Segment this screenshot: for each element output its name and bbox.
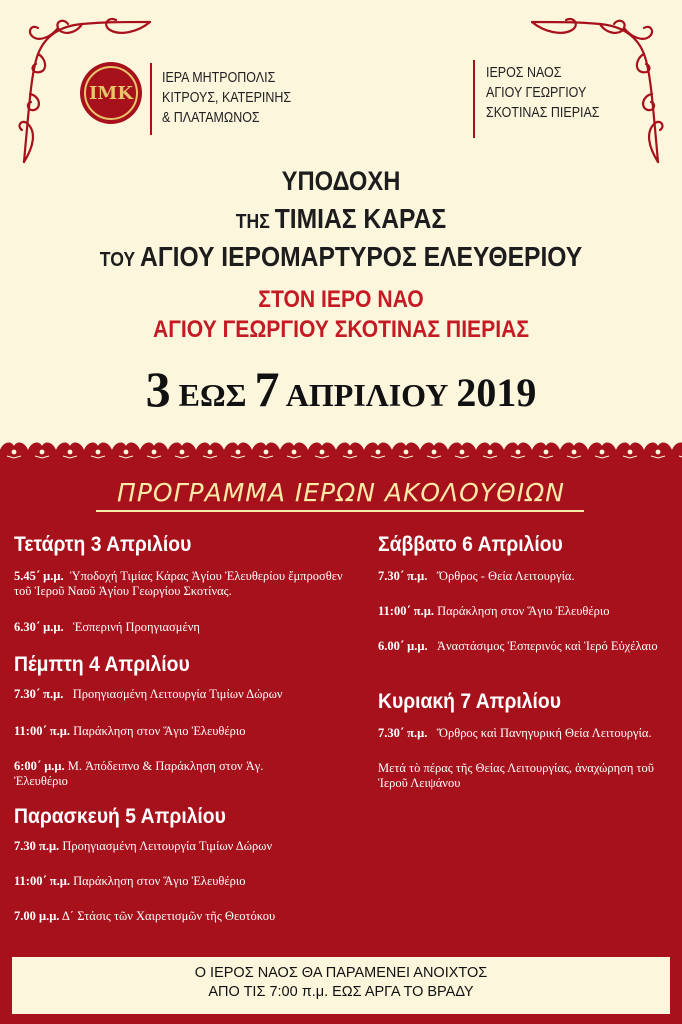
event-text: Παράκληση στον Ἅγιο Ἐλευθέριο [73,724,246,738]
event-text: Δ΄ Στάσις τῶν Χαιρετισμῶν τῆς Θεοτόκου [61,909,276,923]
logo-monogram: ΙΜΚ [84,66,138,120]
event-item [378,604,668,619]
event-text: Ὄρθρος καὶ Πανηγυρική Θεία Λειτουργία. [436,726,652,740]
title-line-1: ΥΠΟΔΟΧΗ [281,166,401,196]
divider-left [150,63,152,135]
day-wednesday [14,533,354,635]
day-title: Τετάρτη 3 Απριλίου [14,533,192,556]
schedule-column-right [378,533,668,791]
event-text: Ἑσπερινή Προηγιασμένη [72,620,200,634]
event-time: 11:00΄ π.μ. [14,724,70,738]
church-line-2: ΑΓΙΟΥ ΓΕΩΡΓΙΟΥ [486,85,587,101]
day-friday [14,805,354,924]
event-time: 7.30΄ π.μ. [378,569,428,583]
event-time: 7.00 μ.μ. [14,909,60,923]
event-item [14,909,354,924]
event-item [14,874,354,889]
title-line-3-large: ΑΓΙΟΥ ΙΕΡΟΜΑΡΤΥΡΟΣ ΕΛΕΥΘΕΡΙΟΥ [140,241,583,272]
event-time: 7.30΄ π.μ. [378,726,428,740]
lace-border-icon [0,438,682,462]
date-separator: ΕΩΣ [170,377,255,413]
event-time: 7.30 π.μ. [14,839,60,853]
header-section [0,0,682,450]
date-year: 2019 [456,370,537,415]
event-item [378,639,668,654]
title-line-3 [41,241,641,273]
program-title-underline [96,510,584,512]
event-dates [0,360,682,418]
church-line-1: ΙΕΡΟΣ ΝΑΟΣ [486,65,562,81]
date-start: 3 [145,361,171,417]
title-line-2 [41,203,641,235]
event-time: 6:00΄ μ.μ. [14,759,65,773]
event-item [14,724,354,739]
event-time: 6.30΄ μ.μ. [14,620,64,634]
title-line-2-large: ΤΙΜΙΑΣ ΚΑΡΑΣ [274,203,447,234]
event-item [14,620,354,635]
event-text: Ὑποδοχή Τιμίας Κάρας Ἁγίου Ἐλευθερίου ἔμπροσθεν τοῦ Ἱεροῦ Ναοῦ Ἁγίου Γεωργίου Σκοτίνας. [14,569,343,598]
event-text: Ἀναστάσιμος Ἑσπερινός καὶ Ἱερό Εὐχέλαιο [436,639,658,653]
metropolis-line-2: ΚΙΤΡΟΥΣ, ΚΑΤΕΡΙΝΗΣ [162,90,292,106]
day-saturday [378,533,668,654]
event-item [14,759,314,789]
event-time: 11:00΄ π.μ. [14,874,70,888]
footer-line-1: Ο ΙΕΡΟΣ ΝΑΟΣ ΘΑ ΠΑΡΑΜΕΝΕΙ ΑΝΟΙΧΤΟΣ [194,965,488,981]
program-title: ΠΡΟΓΡΑΜΜΑ ΙΕΡΩΝ ΑΚΟΛΟΥΘΙΩΝ [117,478,565,507]
metropolis-logo-icon [80,62,142,124]
event-text: Ὄρθρος - Θεία Λειτουργία. [436,569,575,583]
title-line-5: ΑΓΙΟΥ ΓΕΩΡΓΙΟΥ ΣΚΟΤΙΝΑΣ ΠΙΕΡΙΑΣ [152,316,530,343]
title-line-3-small: ΤΟΥ [99,249,141,271]
event-item [14,569,354,599]
date-month: ΑΠΡΙΛΙΟΥ [279,377,457,413]
footer-notice [12,957,670,1014]
day-title: Παρασκευή 5 Απριλίου [14,805,226,828]
day-sunday [378,690,668,791]
day-title: Σάββατο 6 Απριλίου [378,533,563,556]
event-item [378,569,668,584]
event-text: Προηγιασμένη Λειτουργία Τιμίων Δώρων [72,687,283,701]
day-title: Πέμπτη 4 Απριλίου [14,653,190,676]
event-item [14,839,354,854]
event-time: 11:00΄ π.μ. [378,604,434,618]
event-time: 5.45΄ μ.μ. [14,569,64,583]
footer-line-2: ΑΠΟ ΤΙΣ 7:00 π.μ. ΕΩΣ ΑΡΓΑ ΤΟ ΒΡΑΔΥ [208,984,474,1000]
schedule [0,525,682,955]
schedule-column-left [14,533,354,924]
church-name [486,63,600,123]
event-item [14,687,354,702]
metropolis-line-1: ΙΕΡΑ ΜΗΤΡΟΠΟΛΙΣ [162,70,276,86]
event-text: Μετά τὸ πέρας τῆς Θείας Λειτουργίας, ἀναχώρηση τοῦ Ἱεροῦ Λειψάνου [378,761,654,790]
divider-right [473,60,475,138]
day-thursday [14,653,354,789]
event-text: Παράκληση στον Ἅγιο Ἐλευθέριο [437,604,610,618]
title-line-2-small: ΤΗΣ [235,211,275,233]
event-text: Παράκληση στον Ἅγιο Ἐλευθέριο [73,874,246,888]
event-text: Προηγιασμένη Λειτουργία Τιμίων Δώρων [62,839,273,853]
day-title: Κυριακή 7 Απριλίου [378,690,561,713]
title-line-4: ΣΤΟΝ ΙΕΡΟ ΝΑΟ [258,286,424,313]
event-time: 6.00΄ μ.μ. [378,639,428,653]
metropolis-line-3: & ΠΛΑΤΑΜΩΝΟΣ [162,110,260,126]
metropolis-name [162,68,291,128]
date-end: 7 [254,361,280,417]
church-line-3: ΣΚΟΤΙΝΑΣ ΠΙΕΡΙΑΣ [486,105,600,121]
event-time: 7.30΄ π.μ. [14,687,64,701]
event-text: Μ. Ἀπόδειπνο & Παράκληση στον Ἁγ. Ἐλευθέριο [14,759,264,788]
event-item [378,726,668,741]
event-item [378,761,668,791]
